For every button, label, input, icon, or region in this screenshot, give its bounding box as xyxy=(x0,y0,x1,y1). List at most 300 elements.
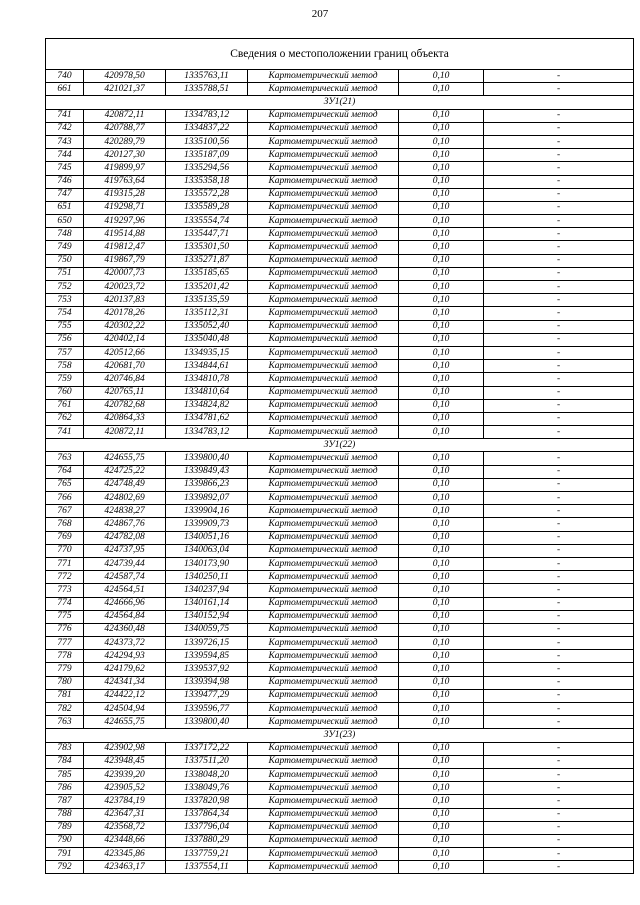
point-number-cell: 740 xyxy=(46,70,84,83)
y-coordinate-cell: 1338049,76 xyxy=(166,782,248,795)
description-cell: - xyxy=(484,610,634,623)
table-row xyxy=(46,544,634,557)
method-cell: Картометрический метод xyxy=(248,637,399,650)
accuracy-cell: 0,10 xyxy=(399,333,484,346)
y-coordinate-cell: 1340237,94 xyxy=(166,584,248,597)
table-row xyxy=(46,848,634,861)
description-cell: - xyxy=(484,637,634,650)
accuracy-cell: 0,10 xyxy=(399,426,484,439)
description-cell: - xyxy=(484,663,634,676)
accuracy-cell: 0,10 xyxy=(399,478,484,491)
method-cell: Картометрический метод xyxy=(248,623,399,636)
point-number-cell: 767 xyxy=(46,505,84,518)
accuracy-cell: 0,10 xyxy=(399,294,484,307)
method-cell: Картометрический метод xyxy=(248,346,399,359)
description-cell: - xyxy=(484,241,634,254)
accuracy-cell: 0,10 xyxy=(399,70,484,83)
table-row xyxy=(46,703,634,716)
x-coordinate-cell: 423902,98 xyxy=(84,742,166,755)
point-number-cell: 761 xyxy=(46,399,84,412)
x-coordinate-cell: 424666,96 xyxy=(84,597,166,610)
table-row xyxy=(46,70,634,83)
x-coordinate-cell: 420872,11 xyxy=(84,109,166,122)
method-cell: Картометрический метод xyxy=(248,162,399,175)
method-cell: Картометрический метод xyxy=(248,782,399,795)
method-cell: Картометрический метод xyxy=(248,703,399,716)
accuracy-cell: 0,10 xyxy=(399,109,484,122)
method-cell: Картометрический метод xyxy=(248,505,399,518)
x-coordinate-cell: 424422,12 xyxy=(84,689,166,702)
table-row xyxy=(46,241,634,254)
point-number-cell: 762 xyxy=(46,412,84,425)
accuracy-cell: 0,10 xyxy=(399,531,484,544)
method-cell: Картометрический метод xyxy=(248,689,399,702)
x-coordinate-cell: 420023,72 xyxy=(84,281,166,294)
x-coordinate-cell: 424737,95 xyxy=(84,544,166,557)
method-cell: Картометрический метод xyxy=(248,135,399,148)
point-number-cell: 745 xyxy=(46,162,84,175)
description-cell: - xyxy=(484,162,634,175)
method-cell: Картометрический метод xyxy=(248,478,399,491)
accuracy-cell: 0,10 xyxy=(399,637,484,650)
point-number-cell: 754 xyxy=(46,307,84,320)
point-number-cell: 769 xyxy=(46,531,84,544)
x-coordinate-cell: 420127,30 xyxy=(84,149,166,162)
method-cell: Картометрический метод xyxy=(248,716,399,729)
point-number-cell: 786 xyxy=(46,782,84,795)
table-row xyxy=(46,505,634,518)
table-row xyxy=(46,716,634,729)
table-row xyxy=(46,281,634,294)
point-number-cell: 791 xyxy=(46,848,84,861)
y-coordinate-cell: 1335112,31 xyxy=(166,307,248,320)
x-coordinate-cell: 424655,75 xyxy=(84,452,166,465)
point-number-cell: 753 xyxy=(46,294,84,307)
description-cell: - xyxy=(484,360,634,373)
y-coordinate-cell: 1339394,98 xyxy=(166,676,248,689)
point-number-cell: 781 xyxy=(46,689,84,702)
y-coordinate-cell: 1337554,11 xyxy=(166,861,248,874)
point-number-cell: 765 xyxy=(46,478,84,491)
y-coordinate-cell: 1339909,73 xyxy=(166,518,248,531)
y-coordinate-cell: 1339892,07 xyxy=(166,492,248,505)
x-coordinate-cell: 423939,20 xyxy=(84,768,166,781)
section-row xyxy=(46,729,634,742)
table-row xyxy=(46,610,634,623)
accuracy-cell: 0,10 xyxy=(399,399,484,412)
x-coordinate-cell: 424782,08 xyxy=(84,531,166,544)
x-coordinate-cell: 424739,44 xyxy=(84,557,166,570)
y-coordinate-cell: 1339596,77 xyxy=(166,703,248,716)
table-row xyxy=(46,386,634,399)
table-row xyxy=(46,426,634,439)
description-cell: - xyxy=(484,70,634,83)
description-cell: - xyxy=(484,373,634,386)
x-coordinate-cell: 420289,79 xyxy=(84,135,166,148)
x-coordinate-cell: 424748,49 xyxy=(84,478,166,491)
method-cell: Картометрический метод xyxy=(248,650,399,663)
table-row xyxy=(46,452,634,465)
method-cell: Картометрический метод xyxy=(248,861,399,874)
y-coordinate-cell: 1337864,34 xyxy=(166,808,248,821)
accuracy-cell: 0,10 xyxy=(399,162,484,175)
table-row xyxy=(46,373,634,386)
method-cell: Картометрический метод xyxy=(248,109,399,122)
method-cell: Картометрический метод xyxy=(248,742,399,755)
point-number-cell: 788 xyxy=(46,808,84,821)
y-coordinate-cell: 1339594,85 xyxy=(166,650,248,663)
method-cell: Картометрический метод xyxy=(248,281,399,294)
y-coordinate-cell: 1335187,09 xyxy=(166,149,248,162)
accuracy-cell: 0,10 xyxy=(399,267,484,280)
y-coordinate-cell: 1334783,12 xyxy=(166,426,248,439)
description-cell: - xyxy=(484,716,634,729)
method-cell: Картометрический метод xyxy=(248,149,399,162)
method-cell: Картометрический метод xyxy=(248,452,399,465)
description-cell: - xyxy=(484,768,634,781)
point-number-cell: 752 xyxy=(46,281,84,294)
method-cell: Картометрический метод xyxy=(248,755,399,768)
table-row xyxy=(46,518,634,531)
y-coordinate-cell: 1338048,20 xyxy=(166,768,248,781)
section-row xyxy=(46,439,634,452)
x-coordinate-cell: 423784,19 xyxy=(84,795,166,808)
method-cell: Картометрический метод xyxy=(248,571,399,584)
x-coordinate-cell: 424587,74 xyxy=(84,571,166,584)
x-coordinate-cell: 420872,11 xyxy=(84,426,166,439)
method-cell: Картометрический метод xyxy=(248,597,399,610)
description-cell: - xyxy=(484,531,634,544)
accuracy-cell: 0,10 xyxy=(399,281,484,294)
description-cell: - xyxy=(484,426,634,439)
method-cell: Картометрический метод xyxy=(248,360,399,373)
point-number-cell: 780 xyxy=(46,676,84,689)
y-coordinate-cell: 1334810,64 xyxy=(166,386,248,399)
y-coordinate-cell: 1337880,29 xyxy=(166,834,248,847)
accuracy-cell: 0,10 xyxy=(399,518,484,531)
point-number-cell: 792 xyxy=(46,861,84,874)
description-cell: - xyxy=(484,808,634,821)
method-cell: Картометрический метод xyxy=(248,412,399,425)
point-number-cell: 784 xyxy=(46,755,84,768)
x-coordinate-cell: 420137,83 xyxy=(84,294,166,307)
table-row xyxy=(46,122,634,135)
section-label: ЗУ1(21) xyxy=(46,96,634,109)
description-cell: - xyxy=(484,386,634,399)
table-row xyxy=(46,676,634,689)
accuracy-cell: 0,10 xyxy=(399,320,484,333)
x-coordinate-cell: 423905,52 xyxy=(84,782,166,795)
method-cell: Картометрический метод xyxy=(248,518,399,531)
y-coordinate-cell: 1337759,21 xyxy=(166,848,248,861)
point-number-cell: 772 xyxy=(46,571,84,584)
table-row xyxy=(46,742,634,755)
description-cell: - xyxy=(484,452,634,465)
description-cell: - xyxy=(484,650,634,663)
description-cell: - xyxy=(484,188,634,201)
x-coordinate-cell: 420681,70 xyxy=(84,360,166,373)
y-coordinate-cell: 1339477,29 xyxy=(166,689,248,702)
x-coordinate-cell: 420746,84 xyxy=(84,373,166,386)
table-row xyxy=(46,689,634,702)
accuracy-cell: 0,10 xyxy=(399,821,484,834)
y-coordinate-cell: 1335040,48 xyxy=(166,333,248,346)
point-number-cell: 741 xyxy=(46,109,84,122)
point-number-cell: 785 xyxy=(46,768,84,781)
table-row xyxy=(46,412,634,425)
accuracy-cell: 0,10 xyxy=(399,135,484,148)
accuracy-cell: 0,10 xyxy=(399,610,484,623)
method-cell: Картометрический метод xyxy=(248,848,399,861)
accuracy-cell: 0,10 xyxy=(399,584,484,597)
x-coordinate-cell: 424294,93 xyxy=(84,650,166,663)
table-row xyxy=(46,228,634,241)
point-number-cell: 763 xyxy=(46,452,84,465)
y-coordinate-cell: 1337796,04 xyxy=(166,821,248,834)
accuracy-cell: 0,10 xyxy=(399,452,484,465)
point-number-cell: 741 xyxy=(46,426,84,439)
table-row xyxy=(46,795,634,808)
y-coordinate-cell: 1335201,42 xyxy=(166,281,248,294)
y-coordinate-cell: 1335447,71 xyxy=(166,228,248,241)
description-cell: - xyxy=(484,623,634,636)
table-row xyxy=(46,360,634,373)
y-coordinate-cell: 1340161,14 xyxy=(166,597,248,610)
table-row xyxy=(46,557,634,570)
y-coordinate-cell: 1335294,56 xyxy=(166,162,248,175)
table-row xyxy=(46,267,634,280)
table-row xyxy=(46,531,634,544)
point-number-cell: 771 xyxy=(46,557,84,570)
y-coordinate-cell: 1339800,40 xyxy=(166,452,248,465)
y-coordinate-cell: 1334824,82 xyxy=(166,399,248,412)
accuracy-cell: 0,10 xyxy=(399,412,484,425)
description-cell: - xyxy=(484,228,634,241)
point-number-cell: 778 xyxy=(46,650,84,663)
accuracy-cell: 0,10 xyxy=(399,557,484,570)
y-coordinate-cell: 1337172,22 xyxy=(166,742,248,755)
description-cell: - xyxy=(484,83,634,96)
accuracy-cell: 0,10 xyxy=(399,571,484,584)
description-cell: - xyxy=(484,821,634,834)
y-coordinate-cell: 1334935,15 xyxy=(166,346,248,359)
method-cell: Картометрический метод xyxy=(248,663,399,676)
accuracy-cell: 0,10 xyxy=(399,175,484,188)
point-number-cell: 775 xyxy=(46,610,84,623)
description-cell: - xyxy=(484,254,634,267)
description-cell: - xyxy=(484,755,634,768)
y-coordinate-cell: 1340059,75 xyxy=(166,623,248,636)
point-number-cell: 650 xyxy=(46,215,84,228)
accuracy-cell: 0,10 xyxy=(399,848,484,861)
y-coordinate-cell: 1335788,51 xyxy=(166,83,248,96)
description-cell: - xyxy=(484,175,634,188)
point-number-cell: 770 xyxy=(46,544,84,557)
table-row xyxy=(46,478,634,491)
description-cell: - xyxy=(484,201,634,214)
accuracy-cell: 0,10 xyxy=(399,307,484,320)
y-coordinate-cell: 1334781,62 xyxy=(166,412,248,425)
accuracy-cell: 0,10 xyxy=(399,386,484,399)
x-coordinate-cell: 419298,71 xyxy=(84,201,166,214)
point-number-cell: 749 xyxy=(46,241,84,254)
accuracy-cell: 0,10 xyxy=(399,492,484,505)
x-coordinate-cell: 420007,73 xyxy=(84,267,166,280)
point-number-cell: 651 xyxy=(46,201,84,214)
method-cell: Картометрический метод xyxy=(248,241,399,254)
point-number-cell: 751 xyxy=(46,267,84,280)
accuracy-cell: 0,10 xyxy=(399,465,484,478)
x-coordinate-cell: 420864,33 xyxy=(84,412,166,425)
point-number-cell: 766 xyxy=(46,492,84,505)
accuracy-cell: 0,10 xyxy=(399,676,484,689)
x-coordinate-cell: 419867,79 xyxy=(84,254,166,267)
y-coordinate-cell: 1335589,28 xyxy=(166,201,248,214)
table-row xyxy=(46,821,634,834)
y-coordinate-cell: 1339800,40 xyxy=(166,716,248,729)
y-coordinate-cell: 1335271,87 xyxy=(166,254,248,267)
accuracy-cell: 0,10 xyxy=(399,122,484,135)
method-cell: Картометрический метод xyxy=(248,70,399,83)
method-cell: Картометрический метод xyxy=(248,320,399,333)
section-row xyxy=(46,96,634,109)
method-cell: Картометрический метод xyxy=(248,399,399,412)
y-coordinate-cell: 1339537,92 xyxy=(166,663,248,676)
y-coordinate-cell: 1335572,28 xyxy=(166,188,248,201)
x-coordinate-cell: 419315,28 xyxy=(84,188,166,201)
point-number-cell: 790 xyxy=(46,834,84,847)
description-cell: - xyxy=(484,281,634,294)
table-row xyxy=(46,808,634,821)
method-cell: Картометрический метод xyxy=(248,465,399,478)
y-coordinate-cell: 1335301,50 xyxy=(166,241,248,254)
description-cell: - xyxy=(484,320,634,333)
description-cell: - xyxy=(484,571,634,584)
point-number-cell: 760 xyxy=(46,386,84,399)
accuracy-cell: 0,10 xyxy=(399,689,484,702)
description-cell: - xyxy=(484,333,634,346)
accuracy-cell: 0,10 xyxy=(399,795,484,808)
description-cell: - xyxy=(484,834,634,847)
point-number-cell: 759 xyxy=(46,373,84,386)
description-cell: - xyxy=(484,597,634,610)
y-coordinate-cell: 1340250,11 xyxy=(166,571,248,584)
point-number-cell: 782 xyxy=(46,703,84,716)
method-cell: Картометрический метод xyxy=(248,122,399,135)
table-row xyxy=(46,346,634,359)
method-cell: Картометрический метод xyxy=(248,584,399,597)
x-coordinate-cell: 423948,45 xyxy=(84,755,166,768)
accuracy-cell: 0,10 xyxy=(399,663,484,676)
method-cell: Картометрический метод xyxy=(248,676,399,689)
method-cell: Картометрический метод xyxy=(248,175,399,188)
point-number-cell: 768 xyxy=(46,518,84,531)
accuracy-cell: 0,10 xyxy=(399,505,484,518)
description-cell: - xyxy=(484,861,634,874)
method-cell: Картометрический метод xyxy=(248,333,399,346)
description-cell: - xyxy=(484,412,634,425)
accuracy-cell: 0,10 xyxy=(399,346,484,359)
description-cell: - xyxy=(484,135,634,148)
table-row xyxy=(46,83,634,96)
description-cell: - xyxy=(484,465,634,478)
method-cell: Картометрический метод xyxy=(248,557,399,570)
x-coordinate-cell: 424179,62 xyxy=(84,663,166,676)
method-cell: Картометрический метод xyxy=(248,834,399,847)
x-coordinate-cell: 419514,88 xyxy=(84,228,166,241)
section-label: ЗУ1(22) xyxy=(46,439,634,452)
x-coordinate-cell: 419763,64 xyxy=(84,175,166,188)
point-number-cell: 758 xyxy=(46,360,84,373)
accuracy-cell: 0,10 xyxy=(399,703,484,716)
y-coordinate-cell: 1335763,11 xyxy=(166,70,248,83)
description-cell: - xyxy=(484,492,634,505)
x-coordinate-cell: 420978,50 xyxy=(84,70,166,83)
table-row xyxy=(46,162,634,175)
x-coordinate-cell: 424867,76 xyxy=(84,518,166,531)
description-cell: - xyxy=(484,703,634,716)
x-coordinate-cell: 420782,68 xyxy=(84,399,166,412)
description-cell: - xyxy=(484,584,634,597)
method-cell: Картометрический метод xyxy=(248,531,399,544)
table-row xyxy=(46,307,634,320)
y-coordinate-cell: 1339866,23 xyxy=(166,478,248,491)
accuracy-cell: 0,10 xyxy=(399,215,484,228)
table-row xyxy=(46,149,634,162)
table-row xyxy=(46,294,634,307)
table-row xyxy=(46,465,634,478)
y-coordinate-cell: 1334837,22 xyxy=(166,122,248,135)
boundary-table xyxy=(45,38,634,874)
method-cell: Картометрический метод xyxy=(248,188,399,201)
section-label: ЗУ1(23) xyxy=(46,729,634,742)
point-number-cell: 787 xyxy=(46,795,84,808)
y-coordinate-cell: 1337820,98 xyxy=(166,795,248,808)
x-coordinate-cell: 419812,47 xyxy=(84,241,166,254)
y-coordinate-cell: 1340173,90 xyxy=(166,557,248,570)
accuracy-cell: 0,10 xyxy=(399,755,484,768)
accuracy-cell: 0,10 xyxy=(399,623,484,636)
table-row xyxy=(46,254,634,267)
accuracy-cell: 0,10 xyxy=(399,373,484,386)
x-coordinate-cell: 424504,94 xyxy=(84,703,166,716)
method-cell: Картометрический метод xyxy=(248,492,399,505)
x-coordinate-cell: 420402,14 xyxy=(84,333,166,346)
table-row xyxy=(46,333,634,346)
table-row xyxy=(46,637,634,650)
x-coordinate-cell: 424373,72 xyxy=(84,637,166,650)
description-cell: - xyxy=(484,689,634,702)
point-number-cell: 755 xyxy=(46,320,84,333)
y-coordinate-cell: 1334844,61 xyxy=(166,360,248,373)
y-coordinate-cell: 1340152,94 xyxy=(166,610,248,623)
x-coordinate-cell: 420788,77 xyxy=(84,122,166,135)
y-coordinate-cell: 1335052,40 xyxy=(166,320,248,333)
y-coordinate-cell: 1339904,16 xyxy=(166,505,248,518)
x-coordinate-cell: 423647,31 xyxy=(84,808,166,821)
table-row xyxy=(46,215,634,228)
description-cell: - xyxy=(484,215,634,228)
point-number-cell: 748 xyxy=(46,228,84,241)
y-coordinate-cell: 1334810,78 xyxy=(166,373,248,386)
accuracy-cell: 0,10 xyxy=(399,650,484,663)
method-cell: Картометрический метод xyxy=(248,254,399,267)
description-cell: - xyxy=(484,399,634,412)
table-row xyxy=(46,201,634,214)
description-cell: - xyxy=(484,848,634,861)
y-coordinate-cell: 1335358,18 xyxy=(166,175,248,188)
accuracy-cell: 0,10 xyxy=(399,228,484,241)
